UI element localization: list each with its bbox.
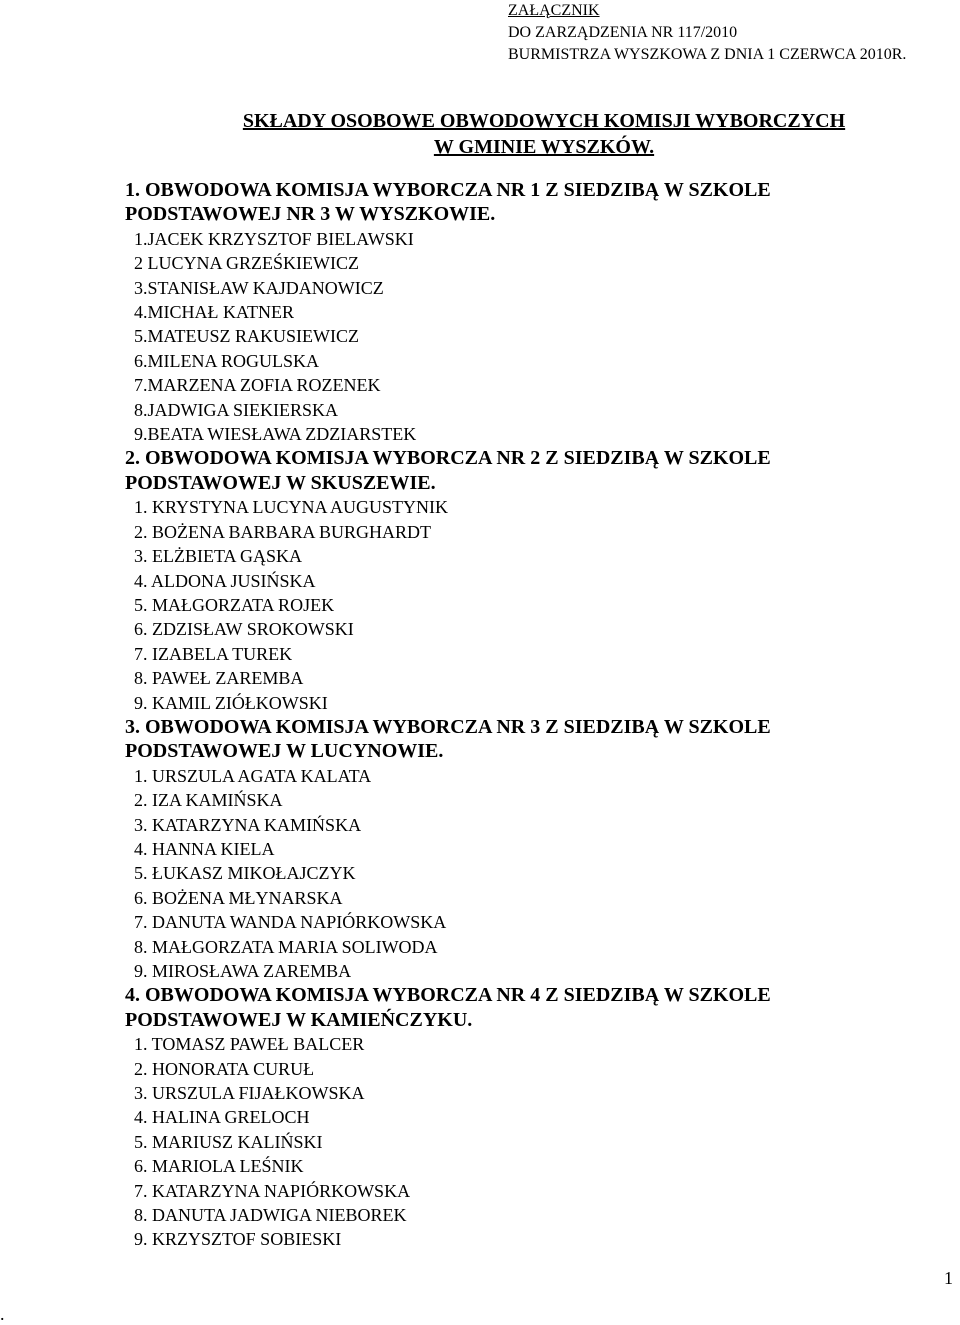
section-heading: 2. OBWODOWA KOMISJA WYBORCZA NR 2 Z SIEDZIBĄ W SZKOLE: [125, 447, 771, 470]
member-list-item: 1.JACEK KRZYSZTOF BIELAWSKI: [134, 228, 414, 249]
member-list-item: 8. MAŁGORZATA MARIA SOLIWODA: [134, 936, 438, 957]
member-list-item: 2. BOŻENA BARBARA BURGHARDT: [134, 521, 432, 542]
section-heading-continued: PODSTAWOWEJ W KAMIEŃCZYKU.: [125, 1008, 473, 1031]
member-list-item: 2. HONORATA CURUŁ: [134, 1058, 315, 1079]
corner-mark: .: [0, 1304, 5, 1324]
member-list-item: 4. HALINA GRELOCH: [134, 1107, 310, 1128]
member-list-item: 7. DANUTA WANDA NAPIÓRKOWSKA: [134, 912, 447, 933]
member-list-item: 8.JADWIGA SIEKIERSKA: [134, 399, 338, 420]
member-list-item: 6.MILENA ROGULSKA: [134, 350, 320, 371]
member-list-item: 7.MARZENA ZOFIA ROZENEK: [134, 375, 381, 396]
member-list-item: 7. KATARZYNA NAPIÓRKOWSKA: [134, 1180, 411, 1201]
member-list-item: 4. ALDONA JUSIŃSKA: [134, 570, 316, 591]
member-list-item: 2 LUCYNA GRZEŚKIEWICZ: [134, 253, 359, 274]
member-list-item: 3.STANISŁAW KAJDANOWICZ: [134, 277, 384, 298]
member-list-item: 9.BEATA WIESŁAWA ZDZIARSTEK: [134, 424, 417, 445]
document-header: [508, 0, 906, 66]
document-title: [0, 108, 960, 160]
member-list-item: 3. KATARZYNA KAMIŃSKA: [134, 814, 362, 835]
title-line-1: SKŁADY OSOBOWE OBWODOWYCH KOMISJI WYBORCZYCH: [242, 110, 846, 132]
section-heading: 4. OBWODOWA KOMISJA WYBORCZA NR 4 Z SIEDZIBĄ W SZKOLE: [125, 984, 771, 1007]
member-list-item: 4.MICHAŁ KATNER: [134, 302, 294, 323]
section-heading-continued: PODSTAWOWEJ W SKUSZEWIE.: [125, 471, 436, 494]
member-list-item: 8. DANUTA JADWIGA NIEBOREK: [134, 1205, 407, 1226]
member-list-item: 5.MATEUSZ RAKUSIEWICZ: [134, 326, 359, 347]
member-list-item: 3. URSZULA FIJAŁKOWSKA: [134, 1083, 365, 1104]
section-heading-continued: PODSTAWOWEJ W LUCYNOWIE.: [125, 740, 444, 763]
member-list-item: 6. MARIOLA LEŚNIK: [134, 1156, 304, 1177]
member-list-item: 4. HANNA KIELA: [134, 838, 275, 859]
member-list-item: 1. KRYSTYNA LUCYNA AUGUSTYNIK: [134, 497, 449, 518]
header-line-1: ZAŁĄCZNIK: [508, 2, 600, 19]
commission-list: [125, 178, 945, 1252]
section-heading: 1. OBWODOWA KOMISJA WYBORCZA NR 1 Z SIEDZIBĄ W SZKOLE: [125, 179, 771, 201]
member-list-item: 5. ŁUKASZ MIKOŁAJCZYK: [134, 863, 356, 884]
member-list-item: 3. ELŻBIETA GĄSKA: [134, 546, 303, 567]
member-list-item: 7. IZABELA TUREK: [134, 643, 293, 664]
section-heading-continued: PODSTAWOWEJ NR 3 W WYSZKOWIE.: [125, 203, 496, 226]
member-list-item: 6. BOŻENA MŁYNARSKA: [134, 887, 343, 908]
member-list-item: 9. KRZYSZTOF SOBIESKI: [134, 1229, 342, 1250]
title-line-2: W GMINIE WYSZKÓW.: [433, 136, 655, 158]
member-list-item: 8. PAWEŁ ZAREMBA: [134, 668, 304, 689]
member-list-item: 2. IZA KAMIŃSKA: [134, 790, 283, 811]
member-list-item: 9. MIROSŁAWA ZAREMBA: [134, 961, 352, 981]
member-list-item: 5. MARIUSZ KALIŃSKI: [134, 1131, 323, 1152]
member-list-item: 9. KAMIL ZIÓŁKOWSKI: [134, 692, 328, 713]
member-list-item: 5. MAŁGORZATA ROJEK: [134, 594, 335, 615]
page-number: 1: [944, 1268, 953, 1288]
header-line-3: BURMISTRZA WYSZKOWA Z DNIA 1 CZERWCA 2010R.: [508, 46, 907, 63]
member-list-item: 1. URSZULA AGATA KALATA: [134, 765, 372, 786]
member-list-item: 6. ZDZISŁAW SROKOWSKI: [134, 619, 354, 640]
header-line-2: DO ZARZĄDZENIA NR 117/2010: [508, 24, 738, 41]
member-list-item: 1. TOMASZ PAWEŁ BALCER: [134, 1034, 365, 1055]
section-heading: 3. OBWODOWA KOMISJA WYBORCZA NR 3 Z SIEDZIBĄ W SZKOLE: [125, 715, 771, 738]
